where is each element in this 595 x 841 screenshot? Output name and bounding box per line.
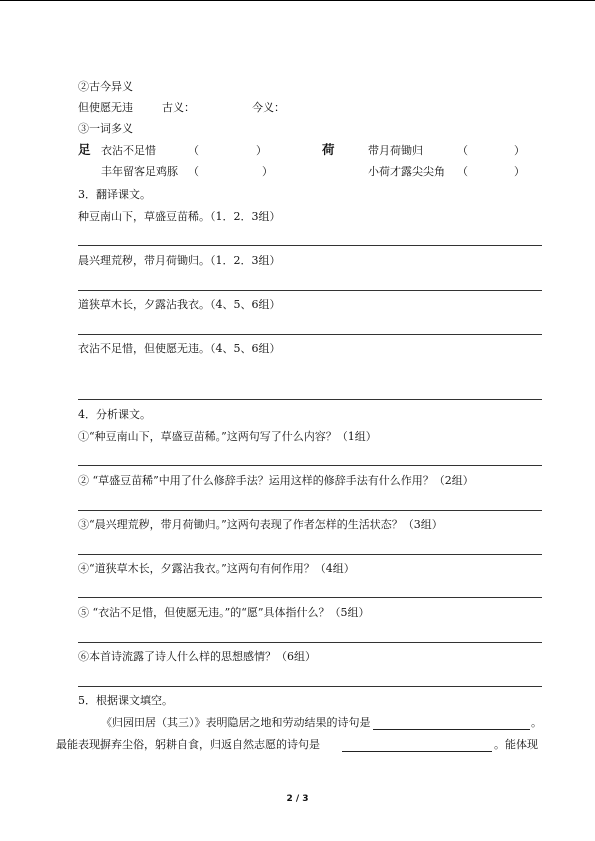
fill-line-2-end: 。能体现 [494,738,538,751]
translate-item-2: 晨兴理荒秽，带月荷锄归。（1．2．3组） [78,254,281,267]
paren-close: ） [256,144,267,157]
answer-line [78,245,542,246]
fill-blank-1[interactable] [373,729,530,730]
phrase-text: 但使愿无违 [78,101,133,114]
answer-line [78,290,542,291]
paren-open: （ [188,144,199,157]
polysemy-char-he: 荷 [322,142,335,157]
answer-line [78,597,542,598]
paren-open: （ [188,165,199,178]
answer-line [78,399,542,400]
answer-line [78,686,542,687]
polysemy-example: 衣沾不足惜 [101,144,156,157]
fill-line-2-text: 最能表现摒弃尘俗，躬耕自食，归返自然志愿的诗句是 [56,738,320,751]
polysemy-example: 带月荷锄归 [368,144,423,157]
polysemy-example: 小荷才露尖尖角 [368,165,445,178]
polysemy-example: 丰年留客足鸡豚 [101,165,178,178]
polysemy-char-zu: 足 [78,142,91,157]
answer-line [78,510,542,511]
analyze-question-6: ⑥本首诗流露了诗人什么样的思想感情？（6组） [78,650,316,663]
translate-item-4: 衣沾不足惜，但使愿无违。（4、5、6组） [78,342,281,355]
section-heading-fill: 5．根据课文填空。 [78,694,173,707]
fill-blank-2[interactable] [342,751,492,752]
answer-line [78,642,542,643]
paren-close: ） [262,165,273,178]
fill-line-1-end: 。 [531,716,542,729]
ancient-meaning-label: 古义： [162,101,195,114]
analyze-question-4: ④“道狭草木长，夕露沾我衣。”这两句有何作用？（4组） [78,562,355,575]
translate-item-3: 道狭草木长，夕露沾我衣。（4、5、6组） [78,298,281,311]
modern-meaning-label: 今义： [252,101,285,114]
paren-open: （ [457,144,468,157]
translate-item-1: 种豆南山下，草盛豆苗稀。（1．2．3组） [78,210,281,223]
analyze-question-3: ③“晨兴理荒秽，带月荷锄归。”这两句表现了作者怎样的生活状态？（3组） [78,518,443,531]
answer-line [78,334,542,335]
section-heading-ancient-modern: ②古今异义 [78,80,133,93]
paren-close: ） [514,144,525,157]
section-heading-polysemy: ③一词多义 [78,122,133,135]
fill-line-1-text: 《归园田居（其三）》表明隐居之地和劳动结果的诗句是 [101,716,371,729]
answer-line [78,554,542,555]
analyze-question-5: ⑤ “衣沾不足惜，但使愿无违。”的“愿”具体指什么？（5组） [78,606,370,619]
paren-close: ） [514,165,525,178]
answer-line [78,465,542,466]
analyze-question-2: ② “草盛豆苗稀”中用了什么修辞手法？运用这样的修辞手法有什么作用？（2组） [78,474,474,487]
analyze-question-1: ①“种豆南山下，草盛豆苗稀。”这两句写了什么内容？（1组） [78,430,377,443]
top-border [0,0,595,1]
paren-open: （ [457,165,468,178]
section-heading-analyze: 4．分析课文。 [78,408,151,421]
section-heading-translate: 3．翻译课文。 [78,188,151,201]
page-number: 2 / 3 [286,794,309,804]
